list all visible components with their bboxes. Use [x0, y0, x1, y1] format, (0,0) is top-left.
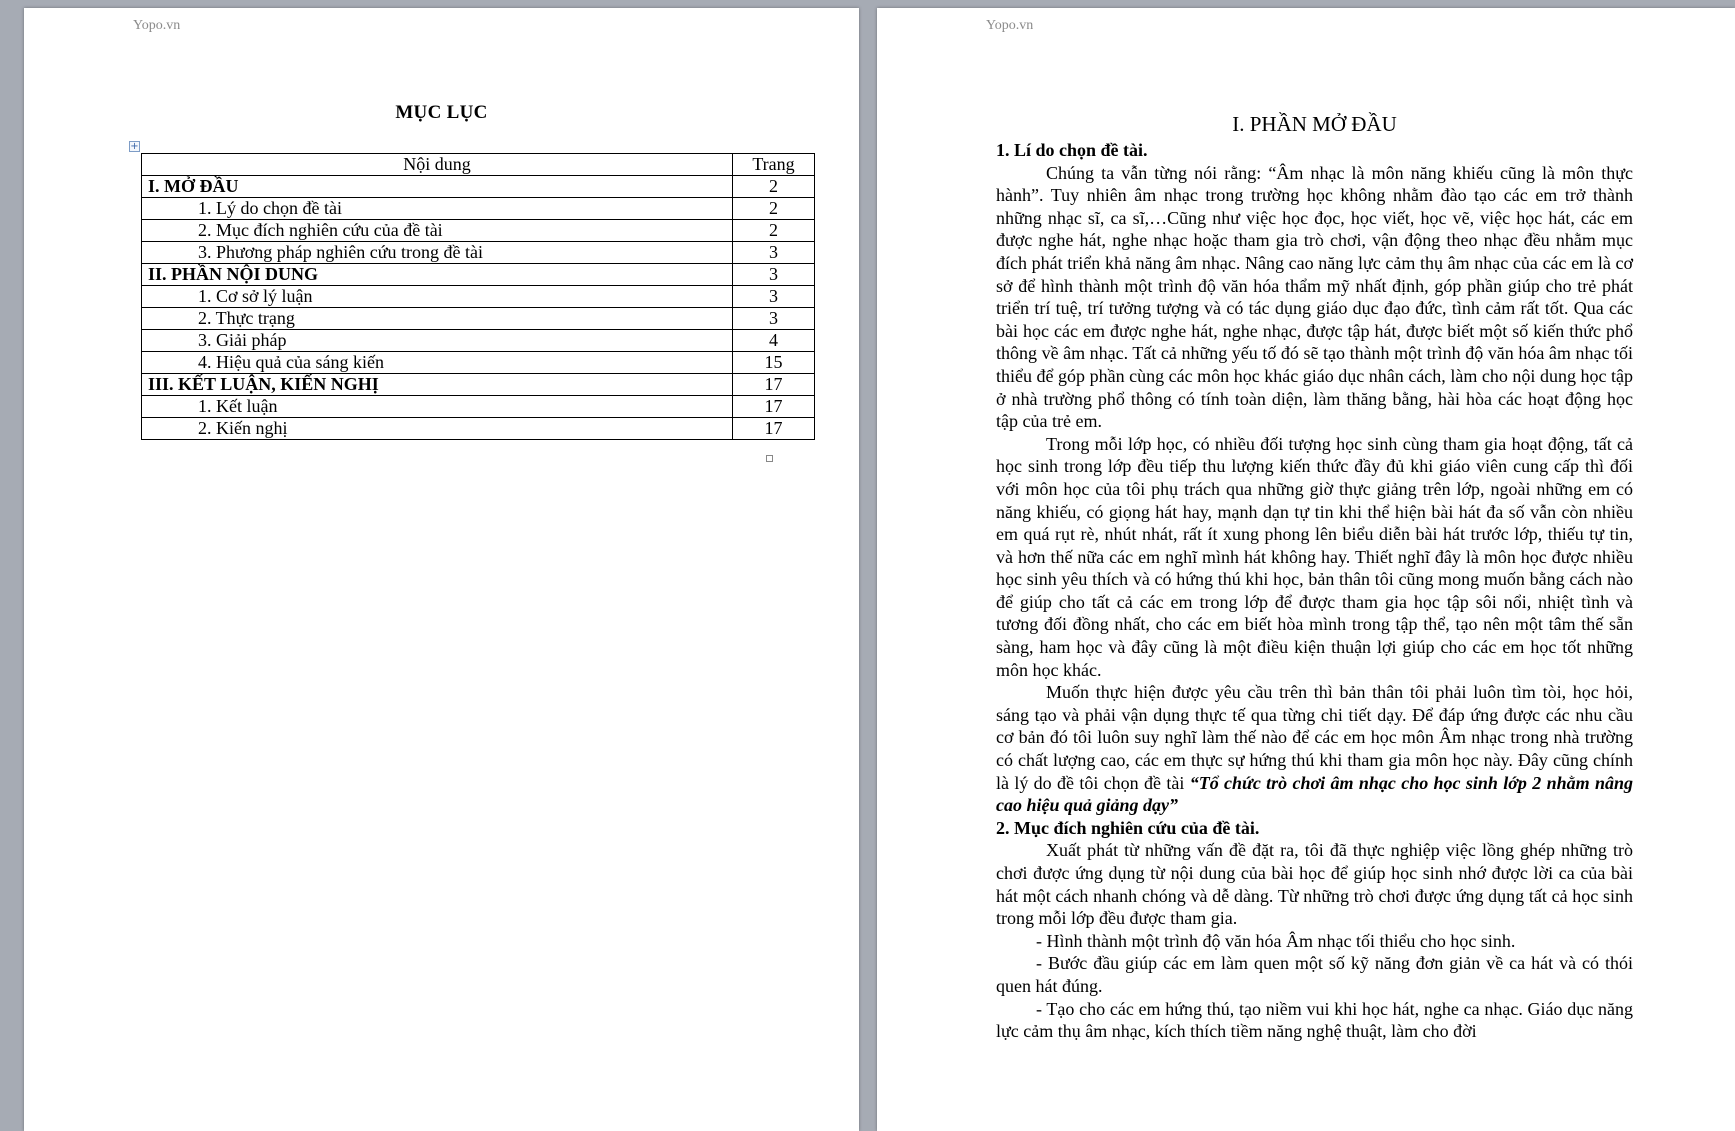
toc-entry-page: 17	[733, 374, 815, 396]
toc-entry-label: 1. Cơ sở lý luận	[142, 286, 733, 308]
toc-entry-label: 3. Giải pháp	[142, 330, 733, 352]
bullet-item: - Hình thành một trình độ văn hóa Âm nhạc tối thiểu cho học sinh.	[1036, 930, 1516, 951]
toc-title: MỤC LỤC	[395, 102, 488, 123]
toc-entry-label: 1. Kết luận	[142, 396, 733, 418]
toc-entry-label: 1. Lý do chọn đề tài	[142, 198, 733, 220]
toc-entry-page: 3	[733, 308, 815, 330]
toc-entry-page: 3	[733, 242, 815, 264]
table-row	[142, 418, 815, 440]
table-row	[142, 176, 815, 198]
toc-entry-label: 2. Kiến nghị	[142, 418, 733, 440]
paragraph: Chúng ta vẫn từng nói rằng: “Âm nhạc là môn năng khiếu cũng là môn thực hành”. Tuy nhiên âm nhạc trong trường học không nhằm đào tạo các em trở thành những nhạc sĩ, ca sĩ,…Cũng như việc học đọc, học viết, học vẽ, việc học hát, các em được nghe hát, nghe nhạc hoặc tham gia trò chơi, vận động theo nhạc đều nhằm mục đích phát triển khả năng âm nhạc. Nâng cao năng lực cảm thụ âm nhạc của các em là cơ sở để hình thành một trình độ văn hóa thẩm mỹ nhất định, góp phần giúp cho trẻ phát triển trí tuệ, trí tưởng tượng và có tác dụng giáo dục đạo đức, tình cảm rất tốt. Qua các bài học các em được nghe hát, nghe nhạc, được tập hát, được biết một số kiến thức phổ thông về âm nhạc. Tất cả những yếu tố đó sẽ tạo thành một trình độ văn hóa âm nhạc tối thiểu để góp phần cùng các môn học khác giáo dục nhân cách, làm cho nội dung học tập ở nhà trường phổ thông có tính toàn diện, làm thăng bằng, hài hòa các hoạt động học tập của trẻ em.	[996, 162, 1633, 432]
toc-entry-label: 3. Phương pháp nghiên cứu trong đề tài	[142, 242, 733, 264]
page-right	[877, 8, 1735, 1131]
toc-entry-page: 2	[733, 198, 815, 220]
toc-entry-page: 2	[733, 220, 815, 242]
toc-entry-label: III. KẾT LUẬN, KIẾN NGHỊ	[142, 374, 733, 396]
table-resize-handle[interactable]	[766, 455, 773, 462]
table-row	[142, 198, 815, 220]
bullet-item: - Tạo cho các em hứng thú, tạo niềm vui khi học hát, nghe ca nhạc. Giáo dục năng lực cảm thụ âm nhạc, kích thích tiềm năng nghệ thuật, làm cho đời	[996, 998, 1633, 1042]
page-header: Yopo.vn	[986, 18, 1034, 33]
table-row	[142, 286, 815, 308]
table-row	[142, 242, 815, 264]
section-heading: 2. Mục đích nghiên cứu của đề tài.	[996, 817, 1260, 838]
paragraph: Xuất phát từ những vấn đề đặt ra, tôi đã thực nghiệp việc lồng ghép những trò chơi được ứng dụng từ nội dung của bài học để giúp học sinh nhớ được lời ca của bài hát một cách nhanh chóng và dễ dàng. Từ những trò chơi được ứng dụng tất cả học sinh trong mỗi lớp đều được tham gia.	[996, 840, 1633, 929]
table-row	[142, 220, 815, 242]
paragraph	[996, 681, 1633, 817]
page-left	[24, 8, 859, 1131]
table-row	[142, 352, 815, 374]
main-heading: I. PHẦN MỞ ĐẦU	[1232, 112, 1397, 136]
toc-entry-label: 4. Hiệu quả của sáng kiến	[142, 352, 733, 374]
table-row	[142, 396, 815, 418]
toc-entry-page: 17	[733, 418, 815, 440]
column-header-page: Trang	[733, 154, 815, 176]
column-header-content: Nội dung	[142, 154, 733, 176]
bullet-item: - Bước đầu giúp các em làm quen một số kỹ năng đơn giản về ca hát và có thói quen hát đúng.	[996, 953, 1633, 996]
toc-entry-label: I. MỞ ĐẦU	[142, 176, 733, 198]
section-heading: 1. Lí do chọn đề tài.	[996, 140, 1148, 160]
topic-title: “Tổ chức trò chơi âm nhạc cho học sinh lớp 2 nhằm nâng cao hiệu quả giảng dạy”	[996, 772, 1633, 816]
toc-entry-page: 17	[733, 396, 815, 418]
table-row	[142, 330, 815, 352]
table-move-handle-icon[interactable]: +	[130, 141, 139, 152]
table-header-row	[142, 154, 815, 176]
toc-entry-page: 2	[733, 176, 815, 198]
toc-entry-page: 4	[733, 330, 815, 352]
table-row	[142, 308, 815, 330]
table-row	[142, 374, 815, 396]
table-row	[142, 264, 815, 286]
toc-entry-page: 15	[733, 352, 815, 374]
toc-entry-page: 3	[733, 264, 815, 286]
toc-entry-label: 2. Mục đích nghiên cứu của đề tài	[142, 220, 733, 242]
paragraph-text: Muốn thực hiện được yêu cầu trên thì bản thân tôi phải luôn tìm tòi, học hỏi, sáng tạo và phải vận dụng thực tế qua từng chi tiết dạy. Để đáp ứng được các nhu cầu cơ bản đó tôi luôn suy nghĩ làm thế nào để các em học môn Âm nhạc trong nhà trường có chất lượng cao, các em thực sự hứng thú khi tham gia môn học này. Đây cũng chính là lý do đề tôi chọn đề tài	[996, 682, 1633, 793]
toc-entry-label: 2. Thực trạng	[142, 308, 733, 330]
toc-entry-label: II. PHẦN NỘI DUNG	[142, 264, 733, 286]
toc-table	[141, 153, 815, 440]
toc-entry-page: 3	[733, 286, 815, 308]
paragraph: Trong mỗi lớp học, có nhiều đối tượng học sinh cùng tham gia hoạt động, tất cả học sinh trong lớp đều tiếp thu lượng kiến thức đầy đủ khi giáo viên cung cấp thì đối với môn học của tôi phụ trách qua những giờ thực giảng trên lớp, ngoài những em có năng khiếu, có giọng hát hay, mạnh dạn tự tin khi thể hiện bài hát đa số vẫn còn nhiều em quá rụt rè, nhút nhát, rất ít xung phong lên biểu diễn bài hát trước lớp, thiếu tự tin, và hơn thế nữa các em nghĩ mình hát không hay. Thiết nghĩ đây là môn học được nhiều học sinh yêu thích và có hứng thú khi học, bản thân tôi cũng mong muốn bằng cách nào để giúp cho tất cả các em trong lớp để được tham gia học tập sôi nổi, nhiệt tình và tương đối đồng nhất, cho các em biết hòa mình trong tập thể, tạo nên một tâm thế sẵn sàng, ham học và đây cũng là một điều kiện thuận lợi giúp cho các em học tốt những môn học khác.	[996, 433, 1633, 680]
page-header: Yopo.vn	[133, 18, 181, 33]
document-body[interactable]	[996, 111, 1633, 1043]
